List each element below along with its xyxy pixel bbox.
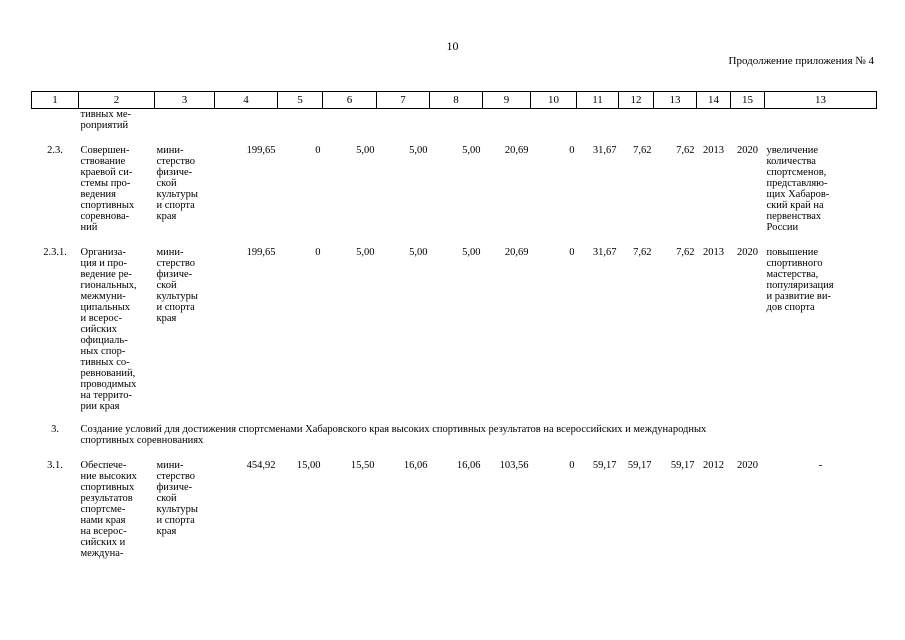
section-number: 3. bbox=[51, 424, 59, 435]
value-cell: 5,00 bbox=[462, 145, 481, 156]
col-header: 15 bbox=[731, 92, 765, 109]
executor-cell: мини- стерство физиче- ской культуры и спорта края bbox=[156, 145, 198, 222]
measure-name-cell: Обеспече- ние высоких спортивных результатов спортсме- нами края на всерос- сийских и междуна- bbox=[80, 460, 137, 559]
col-header: 3 bbox=[155, 92, 215, 109]
value-cell: 0 bbox=[569, 247, 575, 258]
value-cell: 20,69 bbox=[504, 145, 529, 156]
page-number: 10 bbox=[446, 39, 459, 53]
year-start-cell: 2013 bbox=[703, 145, 724, 156]
col-header: 7 bbox=[377, 92, 430, 109]
col-header: 11 bbox=[577, 92, 619, 109]
value-cell: 7,62 bbox=[676, 247, 695, 258]
value-cell: 59,17 bbox=[627, 460, 652, 471]
value-cell: 454,92 bbox=[246, 460, 276, 471]
executor-cell: мини- стерство физиче- ской культуры и спорта края bbox=[156, 460, 198, 537]
value-cell: 20,69 bbox=[504, 247, 529, 258]
value-cell: 5,00 bbox=[356, 247, 375, 258]
value-cell: 5,00 bbox=[409, 145, 428, 156]
value-cell: 103,56 bbox=[499, 460, 529, 471]
value-cell: 0 bbox=[315, 145, 321, 156]
row-number: 2.3. bbox=[47, 145, 63, 156]
value-cell: 31,67 bbox=[592, 247, 617, 258]
section-row bbox=[32, 420, 877, 454]
row-number: 3.1. bbox=[47, 460, 63, 471]
col-header: 1 bbox=[32, 92, 79, 109]
value-cell: 31,67 bbox=[592, 145, 617, 156]
col-header: 14 bbox=[697, 92, 731, 109]
col-header: 13 bbox=[765, 92, 877, 109]
col-header: 4 bbox=[215, 92, 278, 109]
col-header: 13 bbox=[654, 92, 697, 109]
col-header: 9 bbox=[483, 92, 531, 109]
table-row-continuation bbox=[32, 109, 877, 140]
row-number: 2.3.1. bbox=[43, 247, 67, 258]
value-cell: 5,00 bbox=[409, 247, 428, 258]
executor-cell: мини- стерство физиче- ской культуры и спорта края bbox=[156, 247, 198, 324]
value-cell: 0 bbox=[569, 460, 575, 471]
result-cell: - bbox=[818, 460, 823, 471]
value-cell: 59,17 bbox=[670, 460, 695, 471]
year-start-cell: 2012 bbox=[703, 460, 724, 471]
value-cell: 0 bbox=[569, 145, 575, 156]
value-cell: 5,00 bbox=[356, 145, 375, 156]
value-cell: 5,00 bbox=[462, 247, 481, 258]
value-cell: 199,65 bbox=[246, 145, 276, 156]
value-cell: 59,17 bbox=[592, 460, 617, 471]
year-end-cell: 2020 bbox=[737, 145, 758, 156]
value-cell: 7,62 bbox=[633, 247, 652, 258]
value-cell: 15,50 bbox=[350, 460, 375, 471]
continuation-note: Продолжение приложения № 4 bbox=[728, 55, 874, 67]
measure-name-cell: Совершен- ствование краевой си- стемы про- ведения спортивных соревнова- ний bbox=[80, 145, 135, 233]
year-start-cell: 2013 bbox=[703, 247, 724, 258]
col-header: 8 bbox=[430, 92, 483, 109]
value-cell: 16,06 bbox=[403, 460, 428, 471]
year-end-cell: 2020 bbox=[737, 460, 758, 471]
result-cell: увеличение количества спортсменов, представляю- щих Хабаров- ский край на первенствах России bbox=[766, 145, 830, 233]
col-header: 2 bbox=[79, 92, 155, 109]
year-end-cell: 2020 bbox=[737, 247, 758, 258]
col-header: 10 bbox=[531, 92, 577, 109]
value-cell: 0 bbox=[315, 247, 321, 258]
value-cell: 16,06 bbox=[456, 460, 481, 471]
col-header: 6 bbox=[323, 92, 377, 109]
section-title: Создание условий для достижения спортсменами Хабаровского края высоких спортивных результатов на всероссийских и международных спортивных соревнованиях bbox=[80, 424, 707, 446]
value-cell: 15,00 bbox=[296, 460, 321, 471]
value-cell: 199,65 bbox=[246, 247, 276, 258]
table-row bbox=[32, 241, 877, 420]
measure-name-cell: тивных ме- роприятий bbox=[80, 109, 132, 131]
col-header: 5 bbox=[278, 92, 323, 109]
col-header: 12 bbox=[619, 92, 654, 109]
measure-name-cell: Организа- ция и про- ведение ре- гиональных, межмуни- ципальных и всерос- сийских официаль- ных спор- тивных со- ревнований, проводимых на террито- рии края bbox=[80, 247, 137, 412]
value-cell: 7,62 bbox=[676, 145, 695, 156]
value-cell: 7,62 bbox=[633, 145, 652, 156]
table-row bbox=[32, 454, 877, 567]
table-row bbox=[32, 139, 877, 241]
program-table bbox=[31, 91, 877, 567]
result-cell: повышение спортивного мастерства, популяризация и развитие ви- дов спорта bbox=[766, 247, 834, 313]
header-row bbox=[32, 92, 877, 109]
